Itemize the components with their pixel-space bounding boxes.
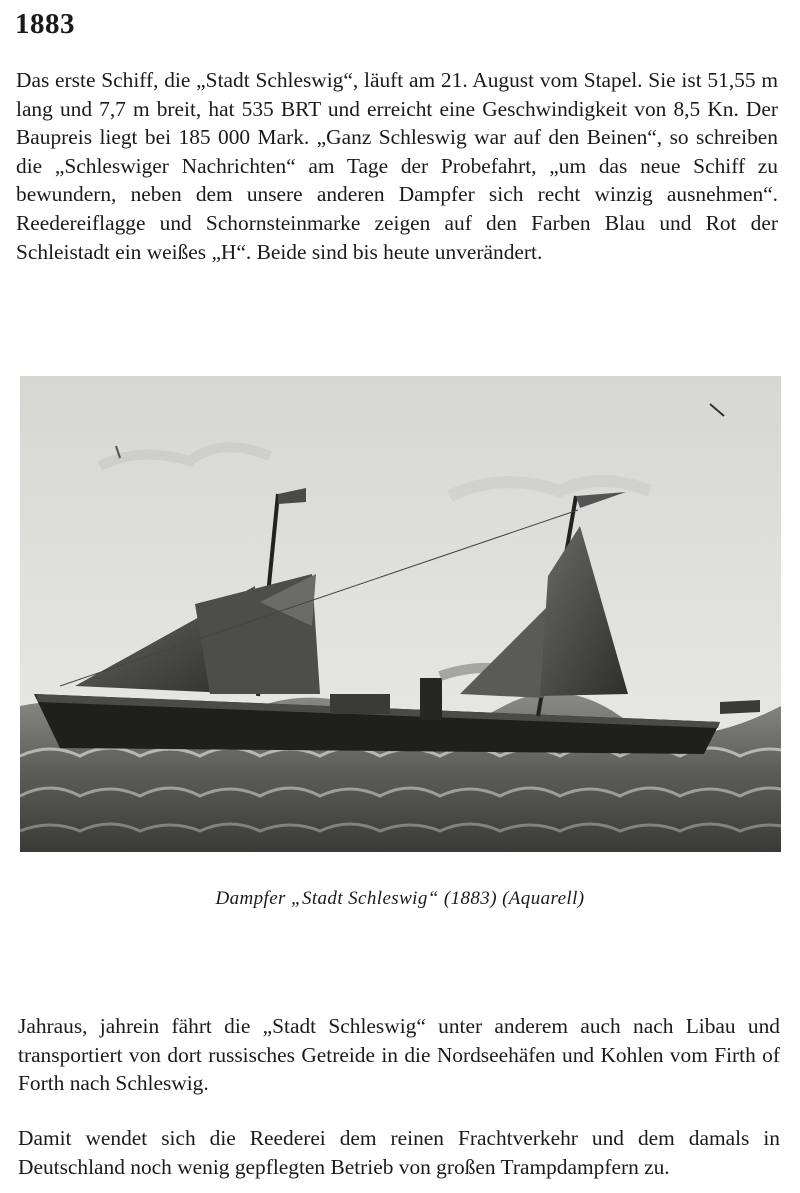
page-year-heading: 1883 bbox=[15, 8, 75, 40]
ship-watercolor-illustration bbox=[20, 376, 781, 852]
intro-paragraph: Das erste Schiff, die „Stadt Schleswig“, läuft am 21. August vom Stapel. Sie ist 51,55 m lang und 7,7 m breit, hat 535 BRT und erreicht eine Geschwindigkeit von 8,5 Kn. Der Baupreis liegt bei 185 000 Mark. „Ganz Schleswig war auf den Beinen“, so schreiben die „Schleswiger Nachrichten“ am Tage der Probefahrt, „um das neue Schiff zu bewundern, neben dem unsere anderen Dampfer sich recht winzig ausnehmen“. Reedereiflagge und Schornsteinmarke zeigen auf den Farben Blau und Rot der Schleistadt ein weißes „H“. Beide sind bis heute unverändert. bbox=[16, 68, 778, 264]
funnel bbox=[420, 678, 442, 720]
route-paragraph: Jahraus, jahrein fährt die „Stadt Schleswig“ unter anderem auch nach Libau und transportiert von dort russisches Getreide in die Nordseehäfen und Kohlen vom Firth of Forth nach Schleswig. bbox=[18, 1014, 780, 1096]
stern-flag bbox=[720, 700, 760, 714]
business-paragraph: Damit wendet sich die Reederei dem reinen Frachtverkehr und dem damals in Deutschland noch wenig gepflegten Betrieb von großen Trampdampfern zu. bbox=[18, 1126, 780, 1179]
figure-caption: Dampfer „Stadt Schleswig“ (1883) (Aquarell) bbox=[215, 888, 585, 909]
